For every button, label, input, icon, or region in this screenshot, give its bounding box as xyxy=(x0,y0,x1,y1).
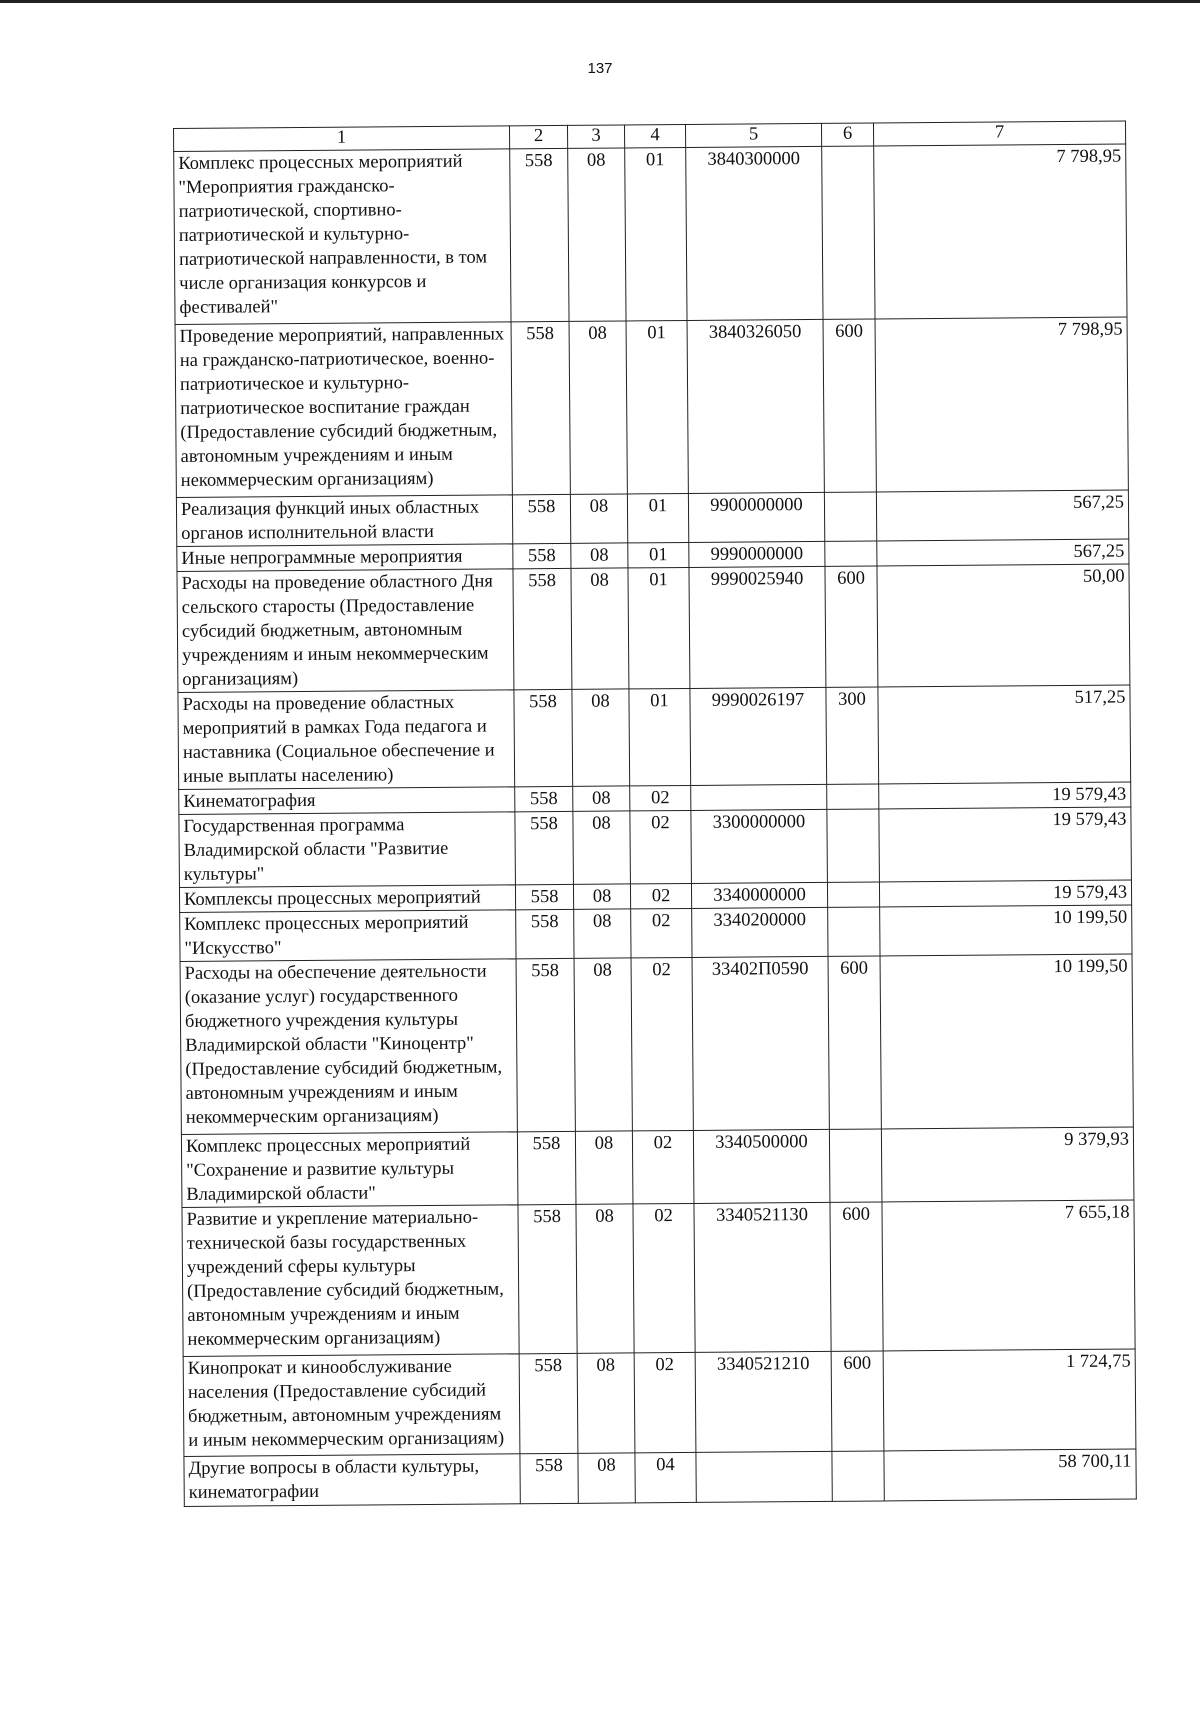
header-cell: 2 xyxy=(509,125,567,148)
row-code-col2: 558 xyxy=(515,811,574,884)
row-code-col4: 02 xyxy=(631,908,692,957)
row-code-col2: 558 xyxy=(512,494,570,543)
row-code-col6 xyxy=(825,541,877,566)
row-code-col4: 01 xyxy=(628,567,690,688)
row-code-col2: 558 xyxy=(516,958,575,1131)
row-code-col4: 02 xyxy=(633,1203,695,1352)
row-code-col3: 08 xyxy=(574,958,632,1131)
header-cell: 6 xyxy=(821,123,873,146)
header-cell: 1 xyxy=(174,126,510,152)
row-code-col6 xyxy=(824,492,876,541)
row-code-col3: 08 xyxy=(571,568,629,689)
row-code-col2: 558 xyxy=(515,884,573,909)
row-code-col3: 08 xyxy=(574,909,631,958)
row-code-col5: 9990026197 xyxy=(690,687,827,785)
row-amount: 567,25 xyxy=(876,490,1128,541)
row-description: Комплекс процессных мероприятий "Сохранение и развитие культуры Владимирской области" xyxy=(181,1132,518,1208)
row-code-col2: 558 xyxy=(519,1353,578,1453)
row-code-col2: 558 xyxy=(516,909,574,958)
row-amount: 19 579,43 xyxy=(879,807,1132,882)
row-code-col6 xyxy=(829,1129,882,1202)
row-amount: 7 798,95 xyxy=(874,144,1127,319)
row-code-col5: 3340521130 xyxy=(694,1202,831,1352)
row-code-col2: 558 xyxy=(511,321,570,494)
row-code-col3: 08 xyxy=(577,1353,635,1453)
row-code-col4: 02 xyxy=(634,1352,696,1452)
row-code-col2: 558 xyxy=(517,1131,576,1204)
row-code-col4: 04 xyxy=(635,1452,696,1502)
row-code-col3: 08 xyxy=(571,543,628,568)
row-code-col5 xyxy=(691,784,827,810)
row-code-col2: 558 xyxy=(518,1204,577,1353)
table-row xyxy=(181,1127,1134,1207)
row-code-col4: 01 xyxy=(629,688,691,785)
row-code-col3: 08 xyxy=(572,689,630,786)
row-code-col3: 08 xyxy=(575,1131,633,1204)
row-code-col5: 33402П0590 xyxy=(692,956,829,1130)
row-code-col5: 3340200000 xyxy=(692,907,828,957)
table-row xyxy=(183,1349,1136,1456)
row-amount: 10 199,50 xyxy=(880,905,1132,956)
row-code-col3: 08 xyxy=(576,1204,634,1353)
row-amount: 7 655,18 xyxy=(882,1200,1135,1351)
table-row xyxy=(182,1200,1135,1356)
table-row xyxy=(184,1449,1136,1506)
table-row xyxy=(175,317,1128,497)
header-cell: 7 xyxy=(873,121,1125,146)
table-row xyxy=(177,564,1130,692)
row-code-col6 xyxy=(832,1451,884,1501)
row-code-col3: 08 xyxy=(570,494,627,543)
row-code-col5: 3340000000 xyxy=(691,882,827,908)
row-code-col6: 300 xyxy=(826,687,879,784)
row-description: Расходы на проведение областного Дня сельского старосты (Предоставление субсидий бюджетным, автономным учреждениям и иным некоммерческим организациям) xyxy=(177,569,514,693)
row-code-col5 xyxy=(696,1451,832,1502)
row-description: Комплекс процессных мероприятий "Мероприятия гражданско-патриотической, спортивно-патриотической и культурно-патриотической направленности, в том числе организация конкурсов и фестивалей" xyxy=(174,149,511,325)
row-amount: 58 700,11 xyxy=(884,1449,1136,1501)
row-amount: 19 579,43 xyxy=(879,782,1131,809)
header-cell: 5 xyxy=(685,123,821,147)
row-amount: 567,25 xyxy=(877,539,1129,566)
row-code-col3: 08 xyxy=(573,884,630,909)
row-code-col4: 02 xyxy=(632,1130,694,1203)
row-code-col6 xyxy=(827,809,880,882)
row-code-col6 xyxy=(827,784,879,809)
row-code-col5: 9900000000 xyxy=(688,492,824,542)
row-code-col4: 01 xyxy=(626,320,688,493)
table-row xyxy=(176,490,1128,546)
row-amount: 9 379,93 xyxy=(881,1127,1134,1202)
table-row xyxy=(180,905,1132,961)
row-code-col4: 01 xyxy=(625,147,687,320)
row-code-col4: 02 xyxy=(630,785,691,810)
scan-top-edge xyxy=(0,0,1200,3)
row-description: Комплексы процессных мероприятий xyxy=(179,885,515,913)
row-code-col6 xyxy=(822,146,875,319)
row-code-col3: 08 xyxy=(573,786,630,811)
row-code-col5: 9990000000 xyxy=(689,541,825,567)
row-description: Кинопрокат и кинообслуживание населения (Предоставление субсидий бюджетным, автономным учреждениям и иным некоммерческим организациям) xyxy=(183,1354,520,1457)
row-description: Развитие и укрепление материально-технической базы государственных учреждений сферы культуры (Предоставление субсидий бюджетным, автономным учреждениям и иным некоммерческим организациям) xyxy=(182,1205,519,1357)
row-description: Расходы на обеспечение деятельности (оказание услуг) государственного бюджетного учреждения культуры Владимирской области "Киноцентр" (Предоставление субсидий бюджетным, автономным учреждениям и иным некоммерческим организациям) xyxy=(180,959,517,1135)
row-code-col2: 558 xyxy=(513,543,571,568)
row-code-col6 xyxy=(827,882,879,907)
row-description: Комплекс процессных мероприятий "Искусство" xyxy=(180,910,516,962)
row-description: Проведение мероприятий, направленных на гражданско-патриотическое, военно-патриотическое и культурно-патриотическое воспитание граждан (Предоставление субсидий бюджетным, автономным учреждениям и иным некоммерческим организациям) xyxy=(175,322,512,498)
budget-table xyxy=(173,121,1137,1507)
row-code-col5: 3840326050 xyxy=(687,319,824,493)
row-code-col6: 600 xyxy=(831,1351,884,1451)
table-row xyxy=(180,954,1133,1134)
row-amount: 19 579,43 xyxy=(879,880,1131,907)
row-code-col2: 558 xyxy=(520,1453,578,1503)
row-amount: 517,25 xyxy=(878,685,1131,784)
row-code-col4: 02 xyxy=(630,810,692,883)
row-code-col2: 558 xyxy=(513,568,572,689)
row-amount: 7 798,95 xyxy=(875,317,1128,492)
row-description: Кинематография xyxy=(179,787,515,815)
page-number: 137 xyxy=(587,60,613,77)
row-code-col2: 558 xyxy=(515,786,573,811)
row-code-col6: 600 xyxy=(828,956,881,1129)
row-amount: 10 199,50 xyxy=(880,954,1133,1129)
row-code-col5: 3340521210 xyxy=(695,1351,832,1452)
row-code-col3: 08 xyxy=(568,148,626,321)
row-code-col3: 08 xyxy=(573,811,631,884)
row-code-col4: 01 xyxy=(627,493,688,542)
row-code-col2: 558 xyxy=(510,148,569,321)
row-code-col5: 9990025940 xyxy=(689,566,826,688)
row-description: Расходы на проведение областных мероприятий в рамках Года педагога и наставника (Социальное обеспечение и иные выплаты населению) xyxy=(178,690,515,790)
row-code-col4: 02 xyxy=(631,957,693,1130)
header-cell: 4 xyxy=(624,124,685,147)
row-description: Государственная программа Владимирской области "Развитие культуры" xyxy=(179,812,516,888)
row-code-col3: 08 xyxy=(569,321,627,494)
row-code-col6: 600 xyxy=(823,319,876,492)
row-code-col6 xyxy=(828,907,880,956)
row-description: Другие вопросы в области культуры, кинематографии xyxy=(184,1454,520,1507)
row-code-col2: 558 xyxy=(514,689,573,786)
row-code-col6: 600 xyxy=(825,566,878,687)
row-description: Иные непрограммные мероприятия xyxy=(177,544,513,572)
row-code-col4: 02 xyxy=(630,883,691,908)
table-row xyxy=(179,807,1132,887)
header-cell: 3 xyxy=(567,125,624,148)
row-code-col4: 01 xyxy=(628,542,689,567)
row-code-col3: 08 xyxy=(578,1453,635,1503)
row-code-col5: 3300000000 xyxy=(691,809,828,883)
row-code-col5: 3340500000 xyxy=(693,1129,830,1203)
row-code-col5: 3840300000 xyxy=(686,146,823,320)
table-row xyxy=(178,685,1131,789)
row-amount: 50,00 xyxy=(877,564,1130,687)
row-amount: 1 724,75 xyxy=(883,1349,1136,1451)
row-code-col6: 600 xyxy=(830,1202,883,1351)
row-description: Реализация функций иных областных органов исполнительной власти xyxy=(176,495,512,547)
table-row xyxy=(174,144,1127,324)
